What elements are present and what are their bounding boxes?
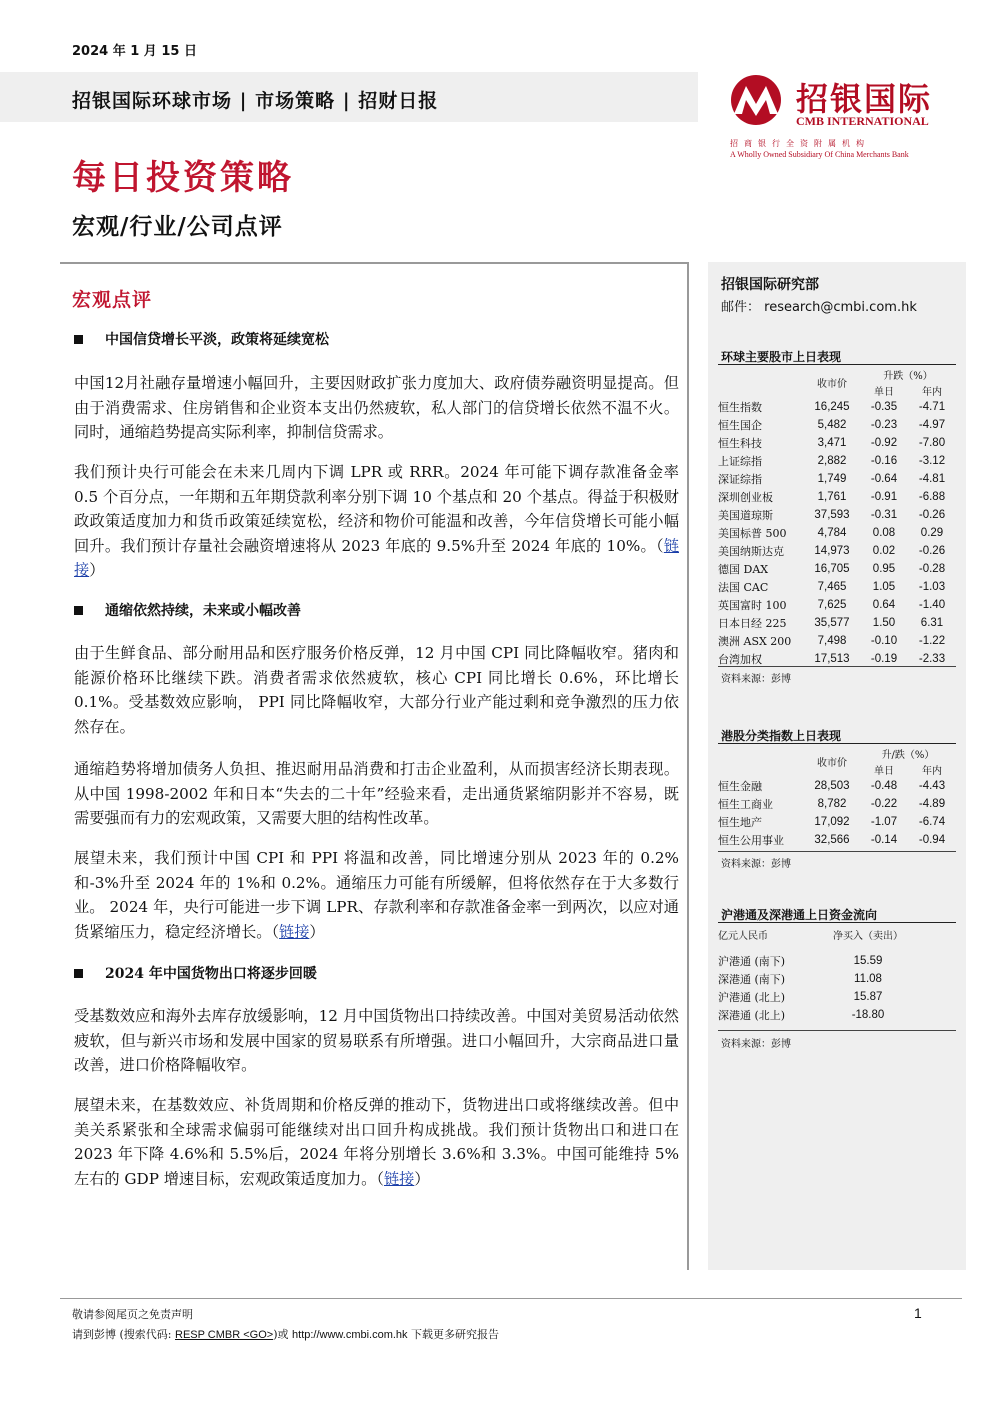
hk-sector-table — [718, 745, 956, 849]
cell-value: 35,577 — [814, 617, 850, 629]
cell-value: 16,245 — [814, 401, 850, 413]
table-row — [718, 452, 956, 470]
row-label: 德国 DAX — [718, 563, 769, 576]
col-change: 升跌（%） — [883, 370, 933, 382]
cell-value: 15.87 — [853, 991, 883, 1003]
cell-value: -1.07 — [870, 816, 898, 828]
page-title: 每日投资策略 — [72, 158, 294, 198]
paragraph: 受基数效应和海外去库存放缓影响，12 月中国货物出口持续改善。中国对美贸易活动依然疲软，但与新兴市场和发展中国家的贸易联系有所增强。进口小幅回升，大宗商品进口量改善，进口价格降幅收窄。 — [74, 1007, 679, 1074]
cell-value: -0.26 — [918, 509, 946, 521]
breadcrumb: 招银国际环球市场 | 市场策略 | 招财日报 — [72, 90, 439, 112]
col-day: 单日 — [874, 386, 894, 398]
row-label: 恒生公用事业 — [718, 834, 784, 847]
page-subtitle: 宏观/行业/公司点评 — [72, 213, 283, 240]
cell-value: -7.80 — [918, 437, 946, 449]
cell-value: 0.08 — [872, 527, 896, 539]
cell-value: -6.74 — [918, 816, 946, 828]
table-source: 资料来源：彭博 — [721, 1039, 791, 1050]
cell-value: -4.43 — [918, 780, 946, 792]
cell-value: 7,498 — [817, 635, 847, 647]
cell-value: -4.89 — [918, 798, 946, 810]
footer-download-note: 请到彭博 (搜索代码: RESP CMBR <GO>)或 http://www.cmbi.com.hk 下载更多研究报告 — [72, 1328, 500, 1341]
footer-disclaimer: 敬请参阅尾页之免责声明 — [72, 1308, 193, 1321]
cell-value: -0.31 — [870, 509, 898, 521]
cmbi-logo-icon — [726, 74, 786, 126]
page-number: 1 — [914, 1305, 922, 1321]
paragraph: 通缩趋势将增加债务人负担、推迟耐用品消费和打击企业盈利，从而损害经济长期表现。从中国 1998-2002 年和日本“失去的二十年”经验来看，走出通货紧缩阴影并不容易，既需要强而有力的宏观政策，又需要大胆的结构性改革。 — [74, 760, 679, 827]
source-link[interactable]: 链接 — [279, 922, 310, 941]
table-row — [718, 470, 956, 488]
cell-value: -4.81 — [918, 473, 946, 485]
divider — [718, 922, 956, 923]
table-row — [718, 632, 956, 650]
section-title: 宏观点评 — [72, 289, 153, 311]
sidebar — [708, 262, 966, 1270]
logo-subtitle-en: A Wholly Owned Subsidiary Of China Merchants Bank — [730, 150, 909, 159]
source-link[interactable]: 链接 — [383, 1169, 415, 1188]
table-row — [718, 560, 956, 578]
col-close: 收市价 — [817, 757, 847, 769]
cell-value: 7,625 — [817, 599, 847, 611]
cell-value: 5,482 — [817, 419, 847, 431]
row-label: 日本日经 225 — [718, 617, 787, 630]
cell-value: -0.19 — [870, 653, 898, 665]
col-ytd: 年内 — [922, 386, 942, 398]
cell-value: 3,471 — [817, 437, 847, 449]
divider — [718, 666, 956, 667]
cell-value: -2.33 — [918, 653, 946, 665]
logo-text-cn: 招银国际 — [796, 80, 933, 118]
cmbi-logo — [726, 70, 966, 160]
cell-value: -0.23 — [870, 419, 898, 431]
paragraph: 我们预计央行可能会在未来几周内下调 LPR 或 RRR。2024 年可能下调存款准备金率 0.5 个百分点，一年期和五年期贷款利率分别下调 10 个基点和 20 个基点。得益于积极财政政策适度加力和货币政策延续宽松，经济和物价可能温和改善，今年信贷增长可能小幅回升。我们预计存量社会融资增速将从 2023 年底的 9.5%升至 2024 年底的 10%。（链接） — [74, 463, 679, 579]
hk-table-title: 港股分类指数上日表现 — [721, 729, 842, 743]
cell-value: 17,092 — [814, 816, 850, 828]
table-row — [718, 506, 956, 524]
cell-value: 0.95 — [872, 563, 896, 575]
cell-value: 28,503 — [814, 780, 850, 792]
logo-subtitle-cn: 招商银行全资附属机构 — [730, 139, 870, 148]
flows-table — [718, 926, 956, 1024]
flows-table-title: 沪港通及深港通上日资金流向 — [721, 908, 878, 922]
cell-value: -0.26 — [918, 545, 946, 557]
cell-value: -6.88 — [918, 491, 946, 503]
footer-divider — [60, 1298, 962, 1299]
report-date: 2024 年 1 月 15 日 — [72, 44, 197, 59]
row-label: 法国 CAC — [718, 581, 769, 594]
row-label: 恒生国企 — [718, 419, 762, 432]
cell-value: 1,749 — [817, 473, 847, 485]
cell-value: -0.48 — [870, 780, 898, 792]
research-email: 邮件： research@cmbi.com.hk — [721, 300, 917, 315]
col-day: 单日 — [874, 765, 894, 777]
row-label: 美国道琼斯 — [718, 509, 773, 522]
col-ytd: 年内 — [922, 765, 942, 777]
table-row — [718, 488, 956, 506]
cell-value: 6.31 — [920, 617, 944, 629]
row-label: 深证综指 — [718, 473, 762, 486]
col-unit: 亿元人民币 — [718, 930, 768, 942]
row-label: 深圳创业板 — [718, 491, 773, 504]
cell-value: -1.03 — [918, 581, 946, 593]
paragraph: 由于生鲜食品、部分耐用品和医疗服务价格反弹，12 月中国 CPI 同比降幅收窄。猪肉和能源价格环比继续下跌。消费者需求依然疲软，核心 CPI 同比增长 0.6%，环比增长 0.1%。受基数效应影响， PPI 同比降幅收窄，大部分行业产能过剩和竞争激烈的压力依然存在。 — [74, 644, 679, 736]
divider — [718, 364, 956, 365]
cell-value: -0.16 — [870, 455, 898, 467]
cell-value: 16,705 — [814, 563, 850, 575]
table-row — [718, 416, 956, 434]
row-label: 恒生金融 — [718, 780, 762, 793]
cell-value: -0.94 — [918, 834, 946, 846]
row-label: 美国纳斯达克 — [718, 545, 784, 558]
cell-value: 17,513 — [814, 653, 850, 665]
cell-value: -0.22 — [870, 798, 898, 810]
table-row — [718, 542, 956, 560]
table-row — [718, 813, 956, 831]
table-row — [718, 831, 956, 849]
row-label: 美国标普 500 — [718, 527, 787, 540]
cell-value: 1.50 — [872, 617, 896, 629]
table-source: 资料来源：彭博 — [721, 859, 791, 870]
logo-text-en: CMB INTERNATIONAL — [796, 114, 929, 128]
table-row — [718, 777, 956, 795]
table-row — [718, 398, 956, 416]
global-table-title: 环球主要股市上日表现 — [721, 350, 842, 364]
cell-value: 11.08 — [854, 973, 882, 985]
table-row — [718, 795, 956, 813]
col-change: 升/跌（%） — [881, 749, 935, 761]
row-label: 英国富时 100 — [718, 599, 787, 612]
paragraph: 展望未来，在基数效应、补货周期和价格反弹的推动下，货物进出口或将继续改善。但中美关系紧张和全球需求偏弱可能继续对出口回升构成挑战。我们预计货物出口和进口在 2023 年下降 4.6%和 5.5%后，2024 年将分别增长 3.6%和 3.3%。中国可能维持 5%左右的 GDP 增速目标，宏观政策适度加力。（链接） — [74, 1096, 679, 1188]
row-label: 恒生科技 — [718, 437, 762, 450]
row-label: 恒生地产 — [718, 816, 762, 829]
row-label: 台湾加权 — [718, 653, 762, 666]
cell-value: -3.12 — [918, 455, 946, 467]
table-row — [718, 524, 956, 542]
cell-value: -1.40 — [918, 599, 946, 611]
cell-value: 4,784 — [817, 527, 847, 539]
table-row — [718, 952, 956, 970]
research-dept: 招银国际研究部 — [721, 277, 819, 293]
row-label: 沪港通 (北上) — [718, 991, 786, 1004]
cell-value: 1.05 — [872, 581, 896, 593]
table-row — [718, 596, 956, 614]
cell-value: -0.35 — [870, 401, 898, 413]
row-label: 深港通 (北上) — [718, 1009, 786, 1022]
cell-value: -0.92 — [870, 437, 898, 449]
divider — [718, 1030, 956, 1031]
block-heading: 2024 年中国货物出口将逐步回暖 — [74, 963, 317, 983]
row-label: 深港通 (南下) — [718, 973, 786, 986]
cell-value: 8,782 — [817, 798, 847, 810]
block-heading: 中国信贷增长平淡，政策将延续宽松 — [74, 329, 329, 349]
website-link[interactable]: http://www.cmbi.com.hk — [292, 1329, 408, 1341]
col-close: 收市价 — [817, 378, 847, 390]
cell-value: 14,973 — [814, 545, 850, 557]
cell-value: 0.64 — [872, 599, 896, 611]
cell-value: -0.10 — [870, 635, 898, 647]
cell-value: -0.28 — [918, 563, 946, 575]
table-row — [718, 434, 956, 452]
col-net: 净买入（卖出） — [833, 930, 903, 942]
row-label: 恒生指数 — [718, 401, 762, 414]
paragraph: 展望未来，我们预计中国 CPI 和 PPI 将温和改善，同比增速分别从 2023 年的 0.2%和-3%升至 2024 年的 1%和 0.2%。通缩压力可能有所缓解，但将依然存在于大多数行业。 2024 年，央行可能进一步下调 LPR、存款利率和存款准备金率一到两次，以应对通货紧缩压力，稳定经济增长。（链接） — [74, 849, 679, 941]
cell-value: -18.80 — [851, 1009, 885, 1021]
table-row — [718, 1006, 956, 1024]
cell-value: 32,566 — [814, 834, 850, 846]
table-row — [718, 578, 956, 596]
divider — [718, 851, 956, 852]
row-label: 沪港通 (南下) — [718, 955, 786, 968]
cell-value: 15.59 — [853, 955, 883, 967]
cell-value: 7,465 — [817, 581, 847, 593]
cell-value: -0.64 — [870, 473, 898, 485]
block-heading: 通缩依然持续，未来或小幅改善 — [74, 600, 301, 620]
cell-value: -4.71 — [918, 401, 946, 413]
cell-value: -0.14 — [870, 834, 898, 846]
cell-value: 0.02 — [872, 545, 896, 557]
bloomberg-code: RESP CMBR <GO> — [175, 1329, 274, 1341]
row-label: 恒生工商业 — [718, 798, 773, 811]
global-markets-table — [718, 366, 956, 668]
source-link[interactable]: 链接 — [74, 536, 679, 579]
cell-value: -0.91 — [870, 491, 898, 503]
row-label: 上证综指 — [718, 455, 762, 468]
cell-value: -1.22 — [918, 635, 946, 647]
cell-value: 37,593 — [814, 509, 850, 521]
cell-value: 2,882 — [817, 455, 847, 467]
cell-value: 0.29 — [920, 527, 944, 539]
table-source: 资料来源：彭博 — [721, 674, 791, 685]
divider — [718, 743, 956, 744]
table-row — [718, 988, 956, 1006]
cell-value: 1,761 — [817, 491, 847, 503]
paragraph: 中国12月社融存量增速小幅回升，主要因财政扩张力度加大、政府债券融资明显提高。但由于消费需求、住房销售和企业资本支出仍然疲软，私人部门的信贷增长依然不温不火。同时，通缩趋势提高实际利率，抑制信贷需求。 — [74, 374, 679, 441]
table-row — [718, 614, 956, 632]
table-row — [718, 970, 956, 988]
cell-value: -4.97 — [918, 419, 946, 431]
row-label: 澳洲 ASX 200 — [718, 635, 792, 648]
